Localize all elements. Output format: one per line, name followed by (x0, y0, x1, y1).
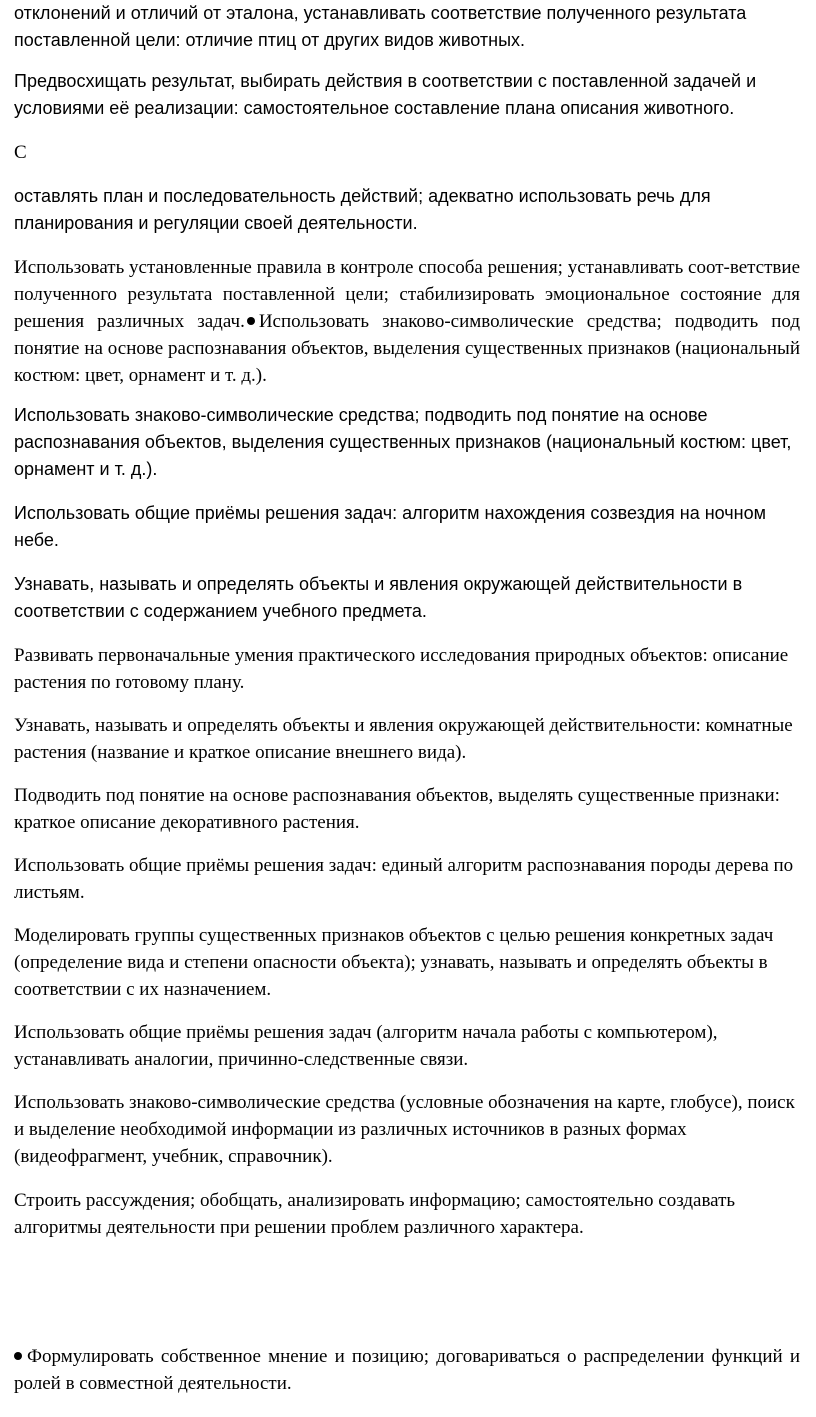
paragraph-9: Развивать первоначальные умения практического исследования природных объектов: описание растения по готовому плану. (14, 645, 789, 693)
paragraph-1: отклонений и отличий от эталона, устанавливать соответствие полученного результата поставленной цели: отличие птиц от других видов животных. (14, 3, 747, 50)
paragraph-17 (14, 1343, 800, 1397)
paragraph-15: Использовать знаково-символические средства (условные обозначения на карте, глобусе), поиск и выделение необходимой информации из различных источников в разных формах (видеофрагмент, учебник, справочник). (14, 1092, 795, 1167)
paragraph-11: Подводить под понятие на основе распознавания объектов, выделять существенные признаки: краткое описание декоративного растения. (14, 785, 780, 833)
paragraph-6: Использовать знаково-символические средства; подводить под понятие на основе распознавания объектов, выделения существенных признаков (национальный костюм: цвет, орнамент и т. д.). (14, 405, 792, 479)
paragraph-7: Использовать общие приёмы решения задач: алгоритм нахождения созвездия на ночном небе. (14, 503, 767, 550)
bullet-dot-icon (14, 1352, 22, 1360)
paragraph-4: оставлять план и последовательность действий; адекватно использовать речь для планирования и регуляции своей деятельности. (14, 186, 711, 233)
paragraph-14: Использовать общие приёмы решения задач (алгоритм начала работы с компьютером), устанавливать аналогии, причинно-следственные связи. (14, 1022, 718, 1070)
paragraph-13: Моделировать группы существенных признаков объектов с целью решения конкретных задач (определение вида и степени опасности объекта); узнавать, называть и определять объекты в соответствии с их назначением. (14, 925, 774, 1000)
paragraph-12: Использовать общие приёмы решения задач: единый алгоритм распознавания породы дерева по листьям. (14, 855, 794, 903)
paragraph-10: Узнавать, называть и определять объекты и явления окружающей действительности: комнатные растения (название и краткое описание внешнего вида). (14, 715, 793, 763)
paragraph-5-part-a: Использовать установленные правила в контроле способа решения; устанавливать соот-ветствие полученного результата поставленной цели; стабилизировать эмоциональное состояние для решения различных задач. (14, 257, 800, 332)
paragraph-2: Предвосхищать результат, выбирать действия в соответствии с поставленной задачей и условиями её реализации: самостоятельное составление плана описания животного. (14, 71, 757, 118)
paragraph-5 (14, 254, 800, 389)
bullet-dot-icon (247, 317, 255, 325)
paragraph-3: С (14, 142, 27, 163)
paragraph-17-text: Формулировать собственное мнение и позицию; договариваться о распределении функций и ролей в совместной деятельности. (14, 1346, 800, 1394)
paragraph-16: Строить рассуждения; обобщать, анализировать информацию; самостоятельно создавать алгоритмы деятельности при решении проблем различного характера. (14, 1190, 736, 1238)
paragraph-8: Узнавать, называть и определять объекты и явления окружающей действительности в соответствии с содержанием учебного предмета. (14, 574, 743, 621)
paragraph-5-part-b: Использовать знаково-символические средства; подводить под понятие на основе распознавания объектов, выделения существенных признаков (национальный костюм: цвет, орнамент и т. д.). (14, 311, 801, 386)
